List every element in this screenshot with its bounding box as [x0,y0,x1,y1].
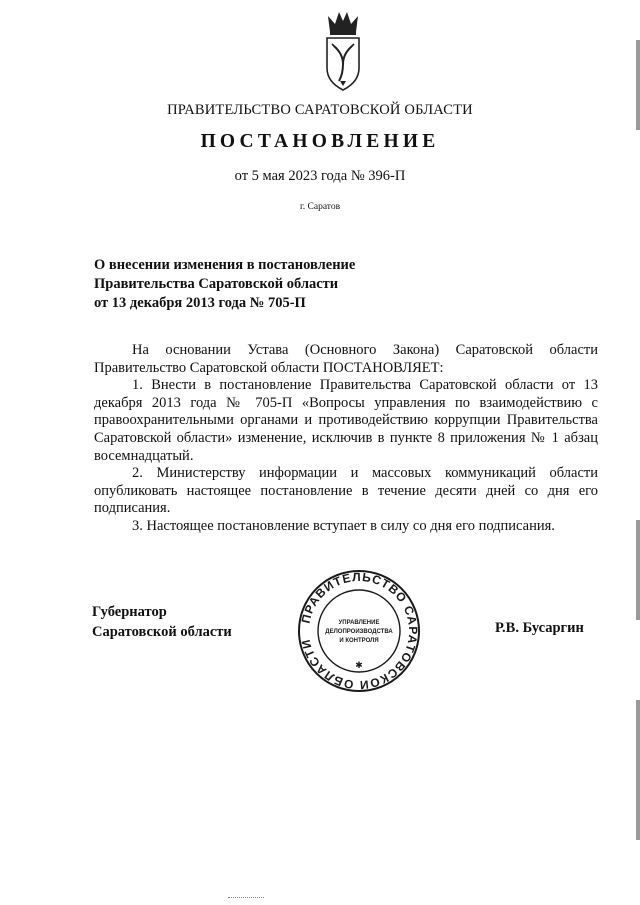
saratov-coat-of-arms-icon [318,6,368,96]
seal-ring-text: ПРАВИТЕЛЬСТВО САРАТОВСКОЙ ОБЛАСТИ [298,569,421,693]
document-body [94,342,598,536]
document-type-heading: ПОСТАНОВЛЕНИЕ [200,131,440,152]
scan-edge-mark [636,40,640,130]
scan-artifact [228,897,264,901]
signatory-title [92,602,232,642]
scan-edge-mark [636,700,640,840]
signatory-name: Р.В. Бусаргин [495,620,584,636]
preamble-paragraph: На основании Устава (Основного Закона) Саратовской области Правительство Саратовской области ПОСТАНОВЛЯЕТ: [94,342,598,376]
item-paragraph-1: 1. Внести в постановление Правительства Саратовской области от 13 декабря 2013 года № 705-П «Вопросы управления по взаимодействию с правоохранительными органами и противодействию коррупции Правительства Саратовской области» изменение, исключив в пункте 8 приложения № 1 абзац восемнадцатый. [94,377,598,464]
subject-line: О внесении изменения в постановление [94,257,356,273]
document-subject [94,256,355,313]
official-seal-stamp [296,568,422,694]
item-paragraph-3: 3. Настоящее постановление вступает в силу со дня его подписания. [132,517,555,534]
subject-line: от 13 декабря 2013 года № 705-П [94,295,306,311]
document-date-number: от 5 мая 2023 года № 396-П [234,168,406,184]
signatory-title-line: Губернатор [92,604,167,620]
seal-inner-text: УПРАВЛЕНИЕ [338,620,380,626]
seal-inner-text: ДЕЛОПРОИЗВОДСТВА [325,629,393,635]
signatory-title-line: Саратовской области [92,624,232,640]
seal-inner-text: И КОНТРОЛЯ [339,638,379,644]
government-name: ПРАВИТЕЛЬСТВО САРАТОВСКОЙ ОБЛАСТИ [167,102,473,118]
document-city: г. Саратов [299,202,341,212]
seal-star-icon: ✱ [355,661,363,671]
subject-line: Правительства Саратовской области [94,276,339,292]
item-paragraph-2: 2. Министерству информации и массовых коммуникаций области опубликовать настоящее постановление в течение десяти дней со дня его подписания. [94,465,598,517]
scan-edge-mark [636,520,640,620]
